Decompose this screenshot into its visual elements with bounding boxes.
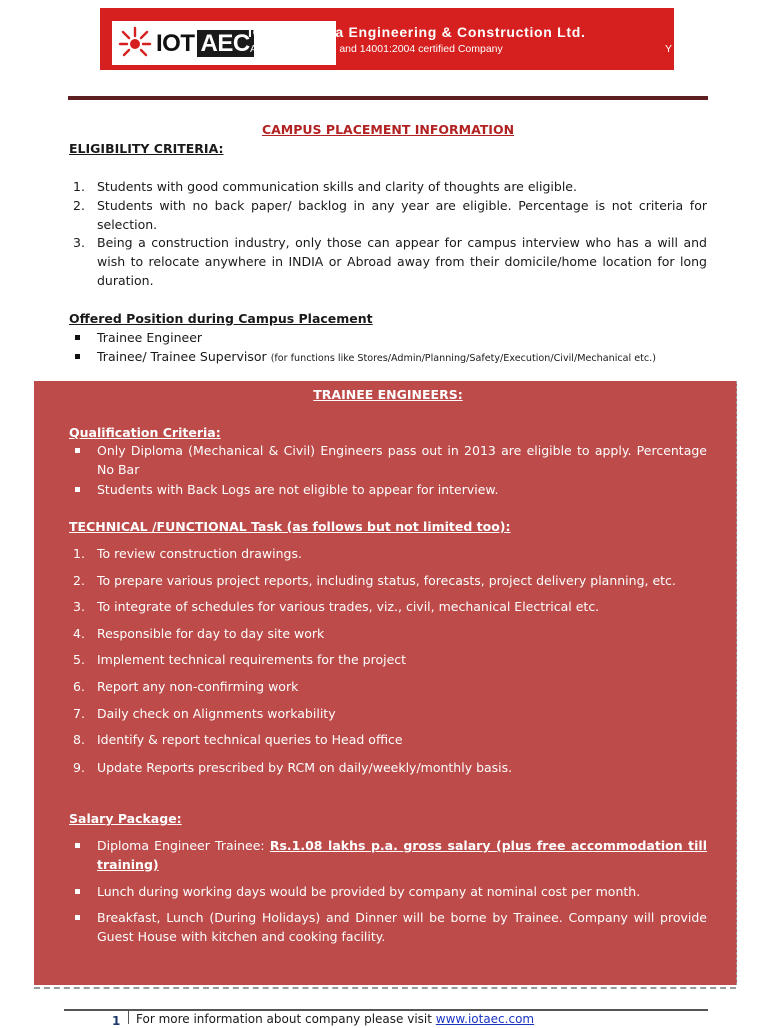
bullet-icon (75, 487, 80, 492)
list-item: 3. Being a construction industry, only those can appear for campus interview who has a will and wish to relocate anywhere in INDIA or Abroad away from their domicile/home location for long duration. (73, 235, 707, 288)
list-item: 4. Responsible for day to day site work (73, 626, 325, 641)
list-item: Only Diploma (Mechanical & Civil) Engineers pass out in 2013 are eligible to apply. Percentage No Bar (69, 441, 707, 479)
list-item: Trainee Engineer (69, 328, 707, 347)
list-item: 2. To prepare various project reports, including status, forecasts, project delivery planning, etc. (73, 573, 676, 588)
bullet-icon (75, 448, 80, 453)
tasks-heading: TECHNICAL /FUNCTIONAL Task (as follows but not limited too): (69, 519, 511, 534)
list-item: Trainee/ Trainee Supervisor (for functions like Stores/Admin/Planning/Safety/Execution/Civil/Mechanical etc.) (69, 347, 707, 368)
list-item: 2. Students with no back paper/ backlog in any year are eligible. Percentage is not criteria for selection. (73, 198, 707, 232)
sunburst-logo-icon (118, 25, 152, 59)
page-title: CAMPUS PLACEMENT INFORMATION (261, 122, 515, 137)
list-item: 6. Report any non-confirming work (73, 679, 299, 694)
positions-heading: Offered Position during Campus Placement (69, 311, 373, 326)
salary-heading: Salary Package: (69, 811, 182, 826)
bullet-icon (75, 335, 80, 340)
list-item: 7. Daily check on Alignments workability (73, 706, 336, 721)
bullet-icon (75, 915, 80, 920)
list-item: 5. Implement technical requirements for the project (73, 652, 407, 667)
header-divider (68, 96, 708, 100)
list-item: 1. To review construction drawings. (73, 546, 302, 561)
trainee-section-title: TRAINEE ENGINEERS: (313, 387, 463, 402)
bullet-icon (75, 843, 80, 848)
list-item: Lunch during working days would be provided by company at nominal cost per month. (69, 882, 707, 901)
eligibility-heading: ELIGIBILITY CRITERIA: (69, 141, 224, 156)
panel-bottom-border (34, 987, 736, 989)
company-website-link[interactable]: www.iotaec.com (435, 1012, 535, 1026)
page-number: 1 (112, 1014, 121, 1028)
salary-amount: Rs.1.08 lakhs p.a. gross salary (plus free accommodation till training) (97, 838, 707, 872)
bullet-icon (75, 354, 80, 359)
company-name: IOT Anwesha Engineering & Construction Ltd. (248, 24, 586, 40)
bullet-icon (75, 889, 80, 894)
footer-divider (64, 1009, 708, 1011)
list-item: Diploma Engineer Trainee: Rs.1.08 lakhs p.a. gross salary (plus free accommodation till training) (69, 836, 707, 874)
banner-edge-glyph: Y (664, 43, 672, 55)
list-item: 1. Students with good communication skills and clarity of thoughts are eligible. (73, 179, 577, 194)
footer-separator (128, 1010, 129, 1024)
list-item: 9. Update Reports prescribed by RCM on daily/weekly/monthly basis. (73, 760, 513, 775)
list-item: 8. Identify & report technical queries to Head office (73, 732, 403, 747)
footer-text: For more information about company please visit www.iotaec.com (136, 1012, 535, 1026)
company-banner (100, 8, 674, 70)
list-item: Breakfast, Lunch (During Holidays) and Dinner will be borne by Trainee. Company will provide Guest House with kitchen and cooking facility. (69, 908, 707, 946)
list-item: 3. To integrate of schedules for various trades, viz., civil, mechanical Electrical etc. (73, 599, 600, 614)
list-item: Students with Back Logs are not eligible to appear for interview. (69, 480, 707, 499)
position-note: (for functions like Stores/Admin/Planning/Safety/Execution/Civil/Mechanical etc.) (270, 353, 656, 364)
logo-wordmark: IOT AEC (156, 30, 254, 58)
trainee-section-panel (34, 381, 737, 985)
company-tagline: An ISO 9001:2008 and 14001:2004 certified Company (250, 43, 503, 55)
qualification-heading: Qualification Criteria: (69, 425, 221, 440)
